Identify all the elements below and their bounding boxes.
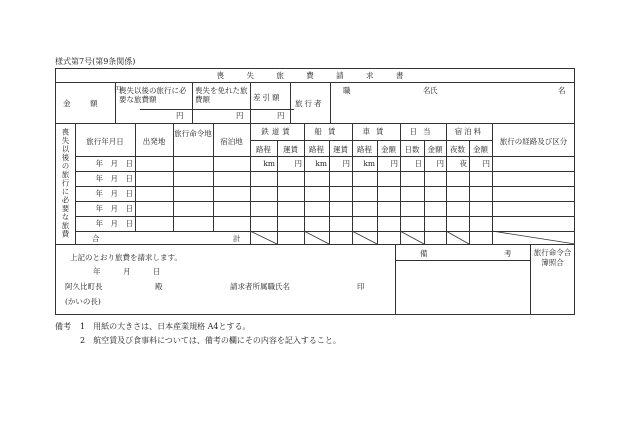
unit-ship-yen: 円	[342, 159, 350, 168]
seal-label: 印	[357, 282, 365, 291]
request-date: 年 月 日	[93, 267, 161, 276]
surname-label: 氏	[430, 86, 438, 95]
row-date-1: 年 月 日	[95, 159, 133, 168]
requester-label: 請求者所属職氏名	[230, 282, 290, 291]
diff-yen: 円	[277, 111, 285, 120]
sub-rail-fare: 運賃	[283, 145, 298, 154]
name-label: 名	[423, 86, 431, 95]
form-title: 喪 失 旅 費 請 求 書	[216, 71, 414, 80]
form-label: 様式第7号(第9条関係)	[55, 57, 136, 66]
unit-stay-yen: 円	[482, 159, 490, 168]
total-label-2: 計	[233, 234, 241, 243]
amount-yen: 円	[114, 85, 122, 94]
diff-label: 差引額	[253, 93, 282, 102]
mayor-label: 阿久比町長	[65, 282, 103, 291]
needed-yen: 円	[176, 111, 184, 120]
note-2: 2 航空賃及び食事料については、備考の欄にその内容を記入すること。	[80, 336, 341, 345]
sub-car-distance: 路程	[357, 145, 372, 154]
unit-daily-yen: 円	[436, 159, 444, 168]
order-label: 旅行命令合	[533, 248, 572, 257]
col-lodging: 宿泊地	[220, 137, 243, 146]
post-label: 職	[343, 86, 351, 95]
unit-rail-km: km	[263, 159, 275, 168]
col-daily: 日当	[409, 127, 437, 136]
request-text: 上記のとおり旅費を請求します。	[70, 253, 182, 262]
notes-label: 備考	[55, 322, 71, 331]
remarks-label: 備	[420, 249, 428, 258]
unit-car-yen: 円	[390, 159, 398, 168]
sub-stay-amount: 金額	[473, 145, 488, 154]
given-name-label: 名	[558, 86, 566, 95]
col-car: 車賃	[362, 127, 390, 136]
unit-rail-yen: 円	[294, 159, 302, 168]
sub-daily-days: 日数	[404, 145, 420, 154]
sub-car-amount: 金額	[381, 145, 396, 154]
book-label: 簿照合	[541, 258, 564, 267]
col-stay: 宿泊料	[454, 127, 484, 136]
sub-rail-distance: 路程	[256, 145, 271, 154]
row-date-2: 年 月 日	[95, 174, 133, 183]
expense-form-sheet	[55, 68, 575, 314]
sub-daily-amount: 金額	[427, 145, 443, 154]
remarks-label-2: 考	[504, 249, 512, 258]
needed-label: 喪失以後の旅行に必要な旅費額	[119, 86, 187, 104]
honorific: 殿	[155, 282, 163, 291]
avoided-label: 喪失を免れた旅費額	[195, 86, 248, 104]
col-route: 旅行の経路及び区分	[499, 137, 568, 146]
side-label: 喪失以後の旅行に必要な旅費	[61, 128, 70, 239]
unit-car-km: km	[363, 159, 375, 168]
row-date-5: 年 月 日	[95, 219, 133, 228]
row-date-3: 年 月 日	[95, 189, 133, 198]
unit-stay-night: 夜	[459, 159, 467, 168]
note-1: 1 用紙の大きさは、日本産業規格 A4とする。	[80, 322, 251, 331]
sub-stay-nights: 夜数	[450, 145, 465, 154]
col-date: 旅行年月日	[86, 137, 124, 146]
row-date-4: 年 月 日	[95, 204, 133, 213]
col-rail: 鉄道賃	[261, 127, 293, 136]
total-label: 合	[92, 234, 100, 243]
amount-label: 金 額	[63, 99, 104, 108]
kaino-label: (かいの長)	[65, 297, 101, 306]
traveler-label: 旅行者	[295, 99, 324, 108]
avoided-yen: 円	[236, 111, 244, 120]
col-departure: 出発地	[142, 137, 166, 146]
col-destination: 旅行命令地	[174, 129, 212, 138]
sub-ship-distance: 路程	[309, 145, 324, 154]
unit-ship-km: km	[315, 159, 327, 168]
unit-daily-day: 日	[414, 159, 422, 168]
col-ship: 船賃	[314, 127, 342, 136]
sub-ship-fare: 運賃	[333, 145, 348, 154]
